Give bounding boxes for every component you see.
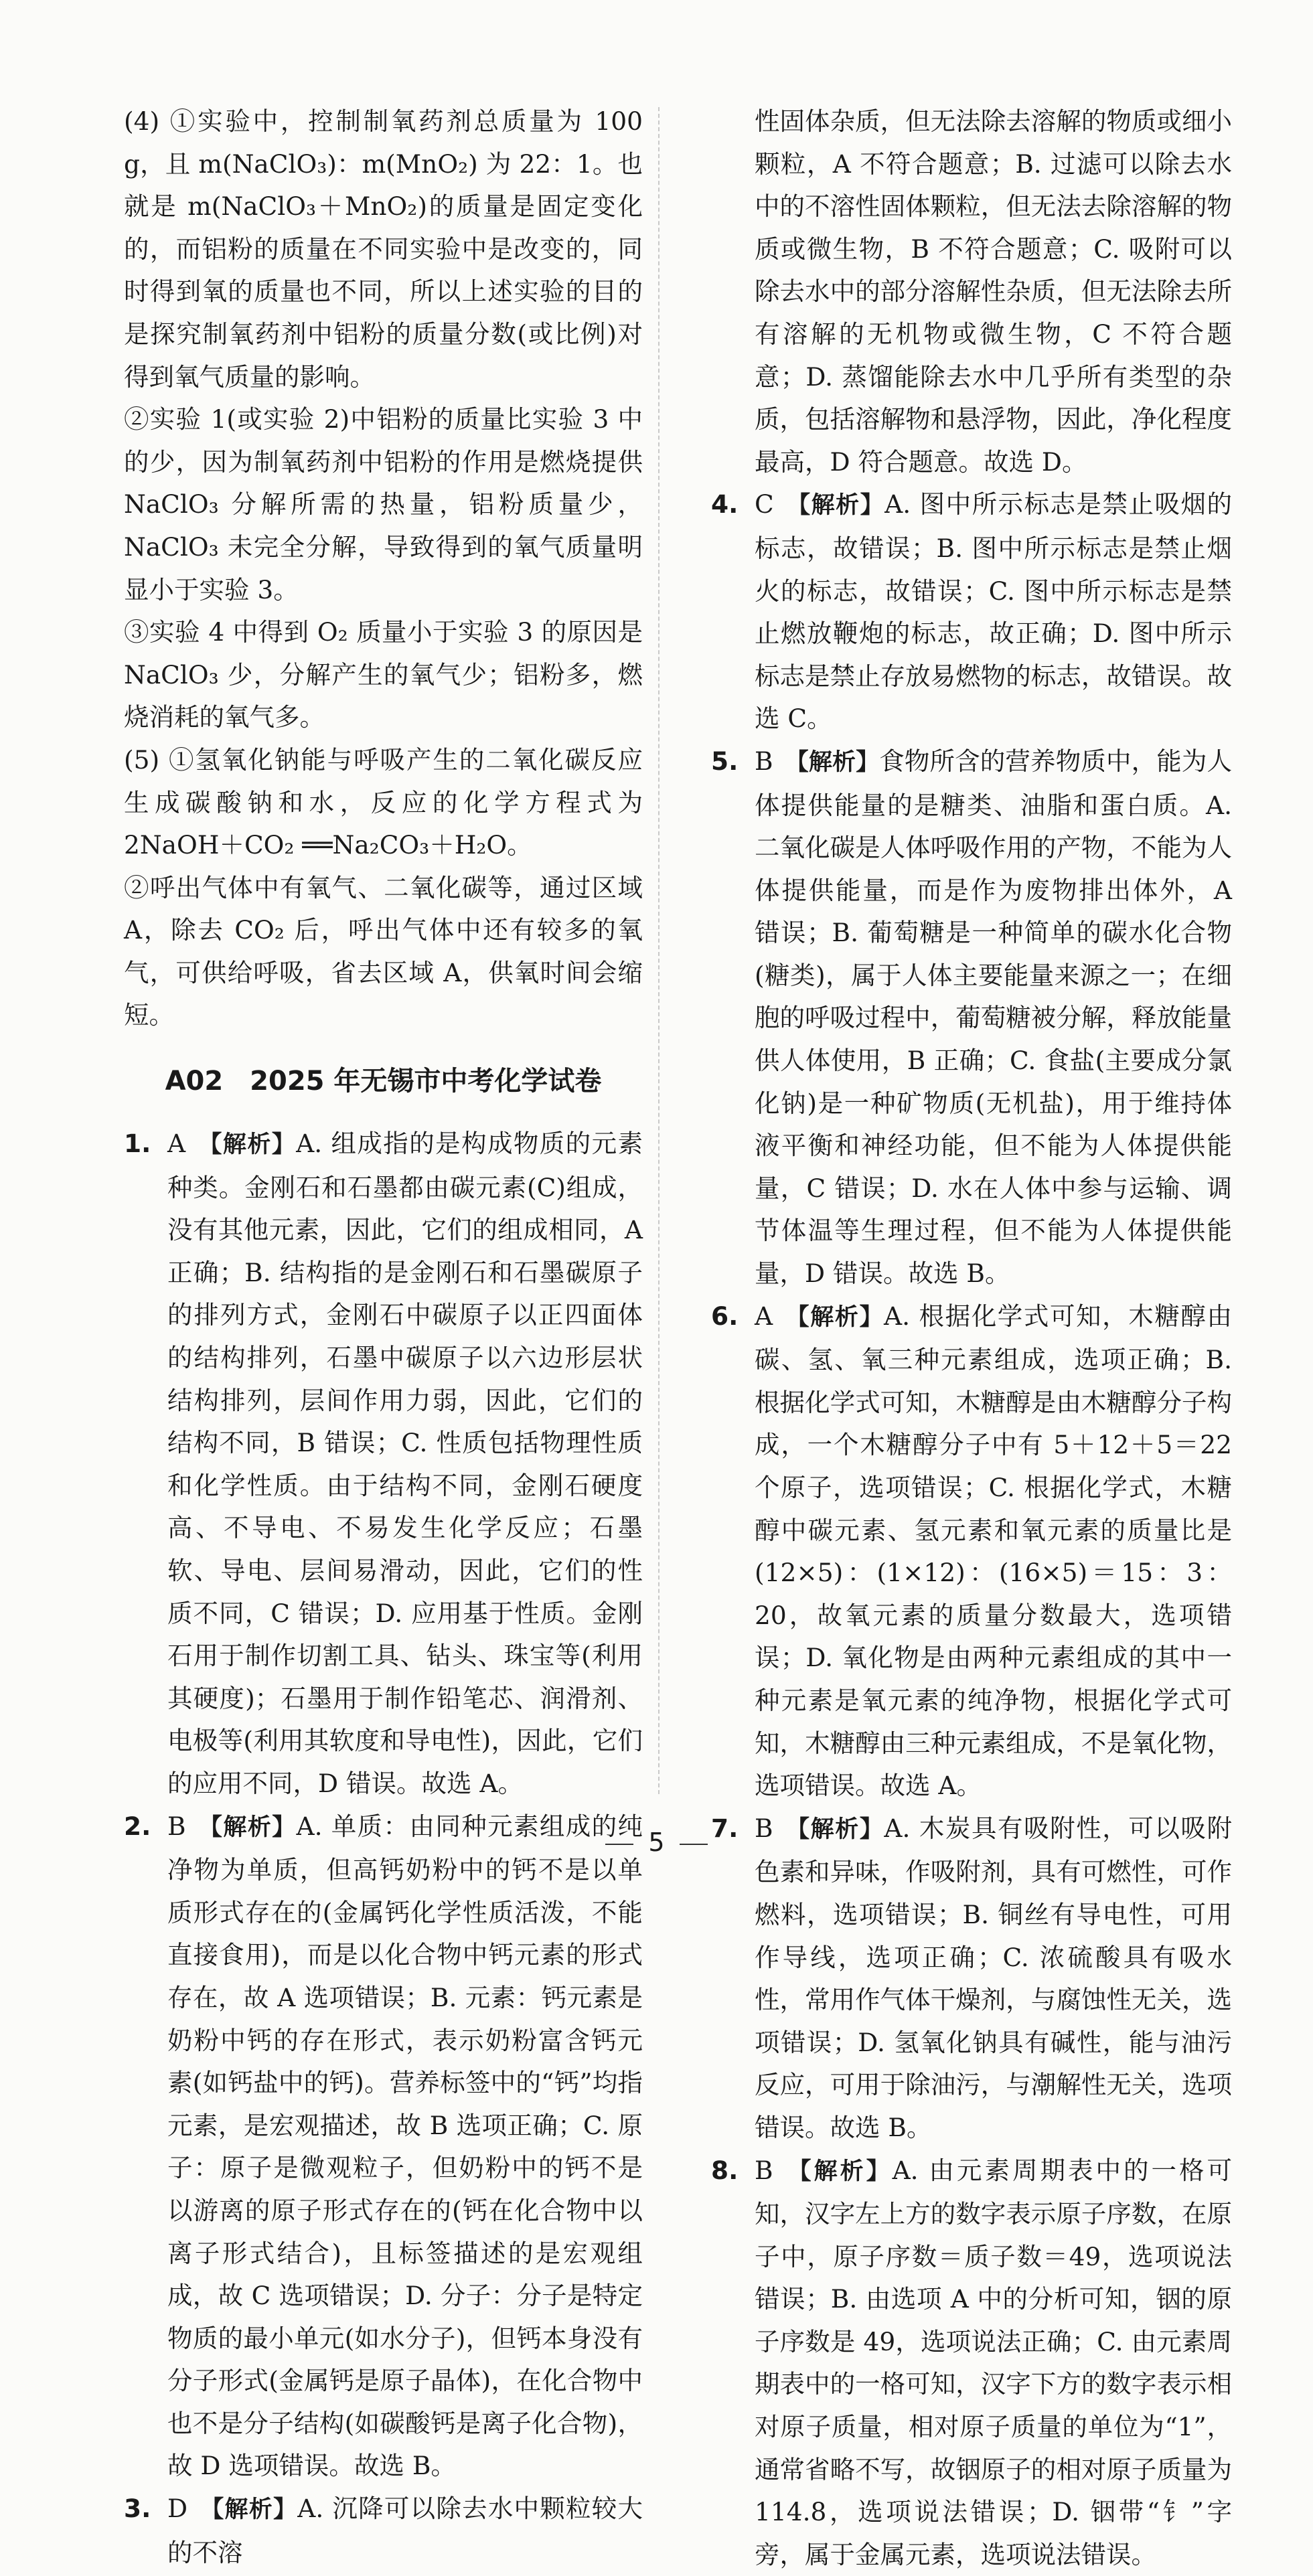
answer-item xyxy=(124,2488,643,2574)
item-number: 4. xyxy=(711,483,738,526)
item-text: A. 由元素周期表中的一格可知，汉字左上方的数字表示原子序数，在原子中，原子序数＝质子数＝49，选项说法错误；B. 由选项 A 中的分析可知，铟的原子序数是 49，选项说法正确；C. 由元素周期表中的一格可知，汉字下方的数字表示相对原子质量，相对原子质量的单位为“1”，通常省略不写，故铟原子的相对原子质量为 114.8，选项说法错误；D. 铟带“钅”字旁，属于金属元素，选项说法错误。 xyxy=(755,2156,1232,2569)
column-divider xyxy=(658,107,660,1794)
item-answer: B xyxy=(755,2156,773,2185)
item-answer: B xyxy=(755,746,773,776)
paragraph: ③实验 4 中得到 O₂ 质量小于实验 3 的原因是 NaClO₃ 少，分解产生的氧气少；铝粉多，燃烧消耗的氧气多。 xyxy=(124,611,643,739)
left-column xyxy=(124,100,643,2574)
item-text: A. 组成指的是构成物质的元素种类。金刚石和石墨都由碳元素(C)组成，没有其他元素，因此，它们的组成相同，A 正确；B. 结构指的是金刚石和石墨碳原子的排列方式，金刚石中碳原子以正四面体的结构排列，石墨中碳原子以六边形层状结构排列，层间作用力弱，因此，它们的结构不同，B 错误；C. 性质包括物理性质和化学性质。由于结构不同，金刚石硬度高、不导电、不易发生化学反应；石墨软、导电、层间易滑动，因此，它们的性质不同，C 错误；D. 应用基于性质。金刚石用于制作切割工具、钻头、珠宝等(利用其硬度)；石墨用于制作铅笔芯、润滑剂、电极等(利用其软度和导电性)，因此，它们的应用不同，D 错误。故选 A。 xyxy=(167,1129,643,1798)
right-column xyxy=(711,100,1232,2576)
item-answer: A xyxy=(167,1129,185,1158)
paragraph: ②呼出气体中有氧气、二氧化碳等，通过区域 A，除去 CO₂ 后，呼出气体中还有较多的氧气，可供给呼吸，省去区域 A，供氧时间会缩短。 xyxy=(124,867,643,1037)
analysis-tag: 【解析】 xyxy=(785,2158,893,2185)
item-text: 食物所含的营养物质中，能为人体提供能量的是糖类、油脂和蛋白质。A. 二氧化碳是人体呼吸作用的产物，不能为人体提供能量，而是作为废物排出体外，A 错误；B. 葡萄糖是一种简单的碳水化合物(糖类)，属于人体主要能量来源之一；在细胞的呼吸过程中，葡萄糖被分解，释放能量供人体使用，B 正确；C. 食盐(主要成分氯化钠)是一种矿物质(无机盐)，用于维持体液平衡和神经功能，但不能为人体提供能量，C 错误；D. 水在人体中参与运输、调节体温等生理过程，但不能为人体提供能量，D 错误。故选 B。 xyxy=(755,746,1232,1288)
paragraph: ②实验 1(或实验 2)中铝粉的质量比实验 3 中的少，因为制氧药剂中铝粉的作用是燃烧提供 NaClO₃ 分解所需的热量，铝粉质量少，NaClO₃ 未完全分解，导致得到的氧气质量明显小于实验 3。 xyxy=(124,398,643,611)
item-number: 5. xyxy=(711,740,738,783)
item-number: 2. xyxy=(124,1805,151,1848)
item-text: A. 图中所示标志是禁止吸烟的标志，故错误；B. 图中所示标志是禁止烟火的标志，故错误；C. 图中所示标志是禁止燃放鞭炮的标志，故正确；D. 图中所示标志是禁止存放易燃物的标志，故错误。故选 C。 xyxy=(755,489,1232,733)
item-number: 3. xyxy=(124,2488,151,2530)
answer-item xyxy=(711,1807,1232,2150)
dash-right xyxy=(680,1844,708,1845)
analysis-tag: 【解析】 xyxy=(198,1131,296,1158)
item-number: 1. xyxy=(124,1123,151,1165)
analysis-tag: 【解析】 xyxy=(198,1814,297,1841)
item-text: A. 木炭具有吸附性，可以吸附色素和异味，作吸附剂，具有可燃性，可作燃料，选项错误；B. 铜丝有导电性，可用作导线，选项正确；C. 浓硫酸具有吸水性，常用作气体干燥剂，与腐蚀性无关，选项错误；D. 氢氧化钠具有碱性，能与油污反应，可用于除油污，与潮解性无关，选项错误。故选 B。 xyxy=(755,1814,1232,2142)
answer-item xyxy=(711,1295,1232,1807)
item-answer: C xyxy=(755,489,774,519)
analysis-tag: 【解析】 xyxy=(785,1816,884,1843)
section-title: A02 2025 年无锡市中考化学试卷 xyxy=(124,1061,643,1101)
item-answer: B xyxy=(167,1812,186,1841)
item-text: A. 单质：由同种元素组成的纯净物为单质，但高钙奶粉中的钙不是以单质形式存在的(金属钙化学性质活泼，不能直接食用)，而是以化合物中钙元素的形式存在，故 A 选项错误；B. 元素：钙元素是奶粉中钙的存在形式，表示奶粉富含钙元素(如钙盐中的钙)。营养标签中的“钙”均指元素，是宏观描述，故 B 选项正确；C. 原子：原子是微观粒子，但奶粉中的钙不是以游离的原子形式存在的(钙在化合物中以离子形式结合)，且标签描述的是宏观组成，故 C 选项错误；D. 分子：分子是特定物质的最小单元(如水分子)，但钙本身没有分子形式(金属钙是原子晶体)，在化合物中也不是分子结构(如碳酸钙是离子化合物)，故 D 选项错误。故选 B。 xyxy=(167,1812,643,2481)
item-text: A. 沉降可以除去水中颗粒较大的不溶 xyxy=(167,2494,643,2567)
paragraph: (5) ①氢氧化钠能与呼吸产生的二氧化碳反应生成碳酸钠和水，反应的化学方程式为 2NaOH＋CO₂ ══Na₂CO₃＋H₂O。 xyxy=(124,739,643,867)
analysis-tag: 【解析】 xyxy=(785,1304,884,1331)
item-text: A. 根据化学式可知，木糖醇由碳、氢、氧三种元素组成，选项正确；B. 根据化学式可知，木糖醇是由木糖醇分子构成，一个木糖醇分子中有 5＋12＋5＝22 个原子，选项错误；C. 根据化学式，木糖醇中碳元素、氢元素和氧元素的质量比是(12×5)：(1×12)：(16×5)＝15：3：20，故氧元素的质量分数最大，选项错误；D. 氧化物是由两种元素组成的其中一种元素是氧元素的纯净物，根据化学式可知，木糖醇由三种元素组成，不是氧化物，选项错误。故选 A。 xyxy=(755,1301,1232,1801)
item-answer: B xyxy=(755,1814,773,1843)
analysis-tag: 【解析】 xyxy=(200,2496,297,2523)
answer-item-continuation xyxy=(711,100,1232,483)
item-number: 8. xyxy=(711,2150,738,2192)
item-answer: D xyxy=(167,2494,187,2523)
item-text: 性固体杂质，但无法除去溶解的物质或细小颗粒，A 不符合题意；B. 过滤可以除去水中的不溶性固体颗粒，但无法去除溶解的物质或微生物，B 不符合题意；C. 吸附可以除去水中的部分溶解性杂质，但无法除去所有溶解的无机物或微生物，C 不符合题意；D. 蒸馏能除去水中几乎所有类型的杂质，包括溶解物和悬浮物，因此，净化程度最高，D 符合题意。故选 D。 xyxy=(755,100,1232,483)
page-number xyxy=(0,1828,1313,1857)
page-number-text: 5 xyxy=(648,1828,664,1857)
paragraph: (4) ①实验中，控制制氧药剂总质量为 100 g，且 m(NaClO₃)：m(MnO₂) 为 22：1。也就是 m(NaClO₃＋MnO₂)的质量是固定变化的，而铝粉的质量在不同实验中是改变的，同时得到氧的质量也不同，所以上述实验的目的是探究制氧药剂中铝粉的质量分数(或比例)对得到氧气质量的影响。 xyxy=(124,100,643,398)
item-answer: A xyxy=(755,1301,773,1331)
dash-left xyxy=(605,1844,633,1845)
answer-item xyxy=(711,740,1232,1295)
answer-item xyxy=(124,1805,643,2488)
analysis-tag: 【解析】 xyxy=(785,749,880,776)
answer-item xyxy=(124,1123,643,1805)
analysis-tag: 【解析】 xyxy=(786,492,884,519)
answer-item xyxy=(711,2150,1232,2576)
answer-item xyxy=(711,483,1232,740)
item-number: 7. xyxy=(711,1807,738,1850)
item-number: 6. xyxy=(711,1295,738,1338)
